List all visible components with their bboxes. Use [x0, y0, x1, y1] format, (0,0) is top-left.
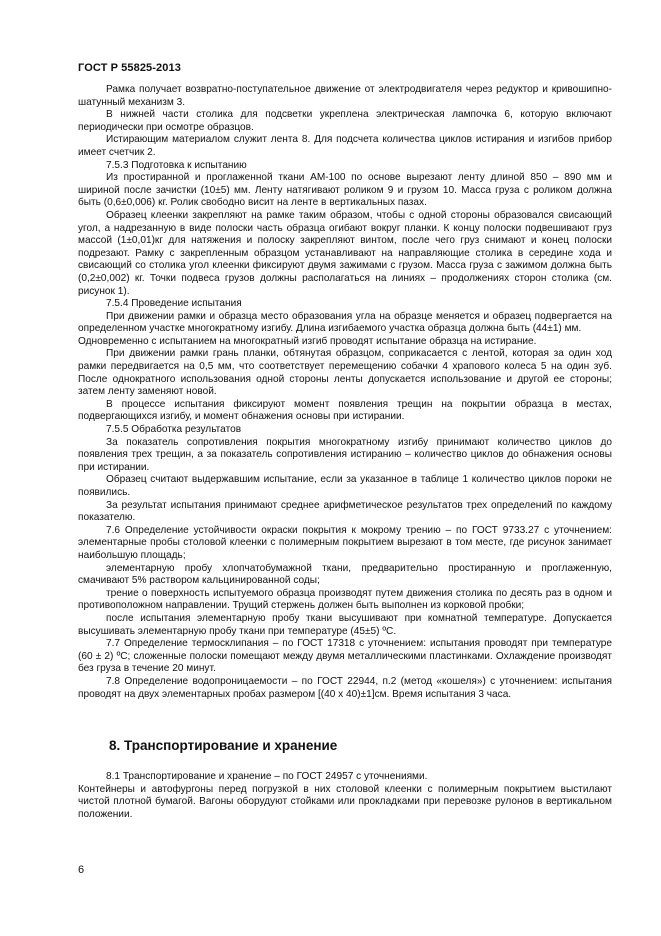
paragraph: Образец клеенки закрепляют на рамке таким образом, чтобы с одной стороны образовался свисающий угол, а надрезанную в виде полоски часть образца огибают вокруг планки. К концу полоски подвешивают груз массой (1±0,01)кг для натяжения и полоску закрепляют винтом, после чего груз снимают и конец полоски подрезают. Рамку с закрепленным образцом устанавливают на направляющие столика в середине хода и свисающий со столика угол клеенки фиксируют двумя зажимами с грузом. Масса груза с зажимом должна быть (0,2±0,002) кг. Точки подвеса грузов должны располагаться на линиях – продолжениях сторон столика (см. рисунок 1). [78, 209, 612, 297]
paragraph: За показатель сопротивления покрытия многократному изгибу принимают количество циклов до появления трех трещин, а за показатель сопротивления истиранию – количество циклов до обнажения основы при истирании. [78, 436, 612, 473]
paragraph: Образец считают выдержавшим испытание, если за указанное в таблице 1 количество циклов пороки не появились. [78, 474, 612, 498]
paragraph: Из простиранной и проглаженной ткани АМ-100 по основе вырезают ленту длиной 850 – 890 мм и шириной после зачистки (10±5) мм. Ленту натягивают роликом 9 и грузом 10. Масса груза с роликом должна быть (0,6±0,006) кг. Ролик свободно висит на ленте в вертикальных пазах. [78, 172, 612, 209]
paragraph: Одновременно с испытанием на многократный изгиб проводят испытание образца на истирание. [78, 335, 537, 347]
paragraph: При движении рамки грань планки, обтянутая образцом, соприкасается с лентой, которая за один ход рамки передвигается на 0,5 мм, что соответствует перемещению собачки 4 храпового колеса 5 на один зуб. После однократного использования одной стороны ленты допускается использование и другой ее стороны; затем ленту заменяют новой. [78, 348, 612, 398]
paragraph: За результат испытания принимают среднее арифметическое результатов трех определений по каждому показателю. [78, 499, 612, 524]
subsection-heading: 7.5.3 Подготовка к испытанию [106, 159, 247, 171]
paragraph: после испытания элементарную пробу ткани высушивают при комнатной температуре. Допускается высушивать элементарную пробу ткани при температуре (45±5) ºС. [78, 612, 612, 637]
paragraph: 7.7 Определение термосклипания – по ГОСТ 17318 с уточнением: испытания проводят при температуре (60 ± 2) ºС; сложенные полоски помещают между двумя металлическими пластинками. Охлаждение производят без груза в течение 20 минут. [78, 638, 612, 675]
paragraph: Контейнеры и автофургоны перед погрузкой в них столовой клеенки с полимерным покрытием выстилают чистой плотной бумагой. Вагоны оборудуют стойками или прокладками при перевозке рулонов в вертикальном положении. [78, 783, 612, 820]
paragraph: 7.6 Определение устойчивости окраски покрытия к мокрому трению – по ГОСТ 9733.27 с уточнением: элементарные пробы столовой клеенки с полимерным покрытием вырезают в том месте, где рисунок занимает наибольшую площадь; [78, 524, 612, 561]
section-title: 8. Транспортирование и хранение [109, 738, 338, 753]
paragraph: элементарную пробу хлопчатобумажной ткани, предварительно простиранную и проглаженную, смачивают 5% раствором кальцинированной соды; [78, 562, 612, 587]
subsection-heading: 7.5.4 Проведение испытания [106, 298, 242, 310]
paragraph: В процессе испытания фиксируют момент появления трещин на покрытии образца в местах, подвергающихся изгибу, и момент обнажения основы при истирании. [78, 398, 612, 423]
document-body [78, 84, 612, 701]
section-body [78, 771, 612, 821]
paragraph: трение о поверхность испытуемого образца производят путем движения столика по десять раз в одном и противоположном направлении. Трущий стержень должен быть выполнен из корковой пробки; [78, 587, 612, 612]
paragraph: При движении рамки и образца место образования угла на образце меняется и образец подвергается на определенном участке многократному изгибу. Длина изгибаемого участка образца должна быть (44±1) мм. [78, 310, 612, 335]
paragraph: 7.8 Определение водопроницаемости – по ГОСТ 22944, п.2 (метод «кошеля») с уточнением: испытания проводят на двух элементарных пробах размером [(40 х 40)±1]см. Время испытания 3 часа. [78, 675, 612, 700]
paragraph: Истирающим материалом служит лента 8. Для подсчета количества циклов истирания и изгибов прибор имеет счетчик 2. [78, 134, 612, 158]
paragraph: Рамка получает возвратно-поступательное движение от электродвигателя через редуктор и кривошипно-шатунный механизм 3. [78, 84, 612, 108]
paragraph: 8.1 Транспортирование и хранение – по ГОСТ 24957 с уточнениями. [106, 771, 428, 782]
standard-header: ГОСТ Р 55825-2013 [78, 62, 181, 74]
page-number: 6 [78, 864, 85, 876]
paragraph: В нижней части столика для подсветки укреплена электрическая лампочка 6, которую включают периодически при осмотре образцов. [78, 109, 612, 133]
subsection-heading: 7.5.5 Обработка результатов [106, 424, 242, 436]
